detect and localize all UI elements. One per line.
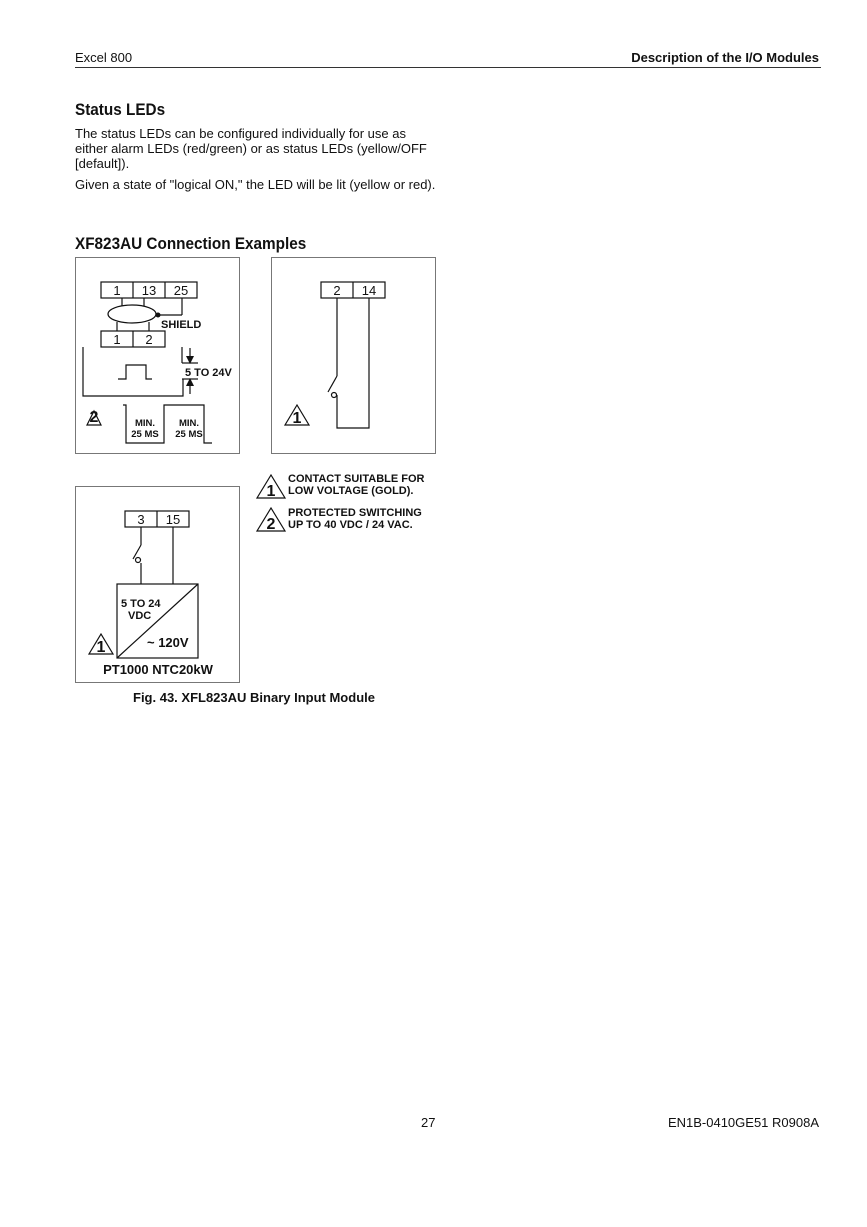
- diagram-pulse-svg: [76, 258, 239, 453]
- status-leds-paragraph-1: The status LEDs can be configured individually for use as either alarm LEDs (red/green) or as status LEDs (yellow/OFF [default]).: [75, 126, 427, 171]
- sensor-type-label: PT1000 NTC20kW: [103, 662, 213, 677]
- status-leds-heading: Status LEDs: [75, 100, 166, 119]
- status-leds-paragraph-2: Given a state of "logical ON," the LED will be lit (yellow or red).: [75, 177, 436, 192]
- legend-badge-2: 2: [266, 516, 276, 533]
- min-label-2: MIN.: [178, 418, 200, 429]
- inner-terminal-2: 2: [145, 332, 153, 347]
- legend-2-line-2: UP TO 40 VDC / 24 VAC.: [288, 519, 413, 531]
- terminal-13: 13: [141, 283, 157, 298]
- legend-svg: [255, 470, 445, 540]
- vdc-label: VDC: [128, 610, 152, 622]
- page-number: 27: [421, 1115, 436, 1130]
- diagram-sensor-input: [75, 486, 240, 683]
- terminal-14: 14: [361, 283, 377, 298]
- document-reference: EN1B-0410GE51 R0908A: [667, 1115, 819, 1130]
- warning-badge-2: 2: [89, 409, 99, 426]
- legend-1-line-2: LOW VOLTAGE (GOLD).: [288, 485, 414, 497]
- warning-badge-1: 1: [292, 410, 302, 427]
- voltage-label: 5 TO 24V: [185, 367, 232, 379]
- diagram-contact-input: [271, 257, 436, 454]
- terminal-25: 25: [173, 283, 189, 298]
- diagram-pulse-input: [75, 257, 240, 454]
- section-title: Description of the I/O Modules: [631, 50, 819, 65]
- legend-1-line-1: CONTACT SUITABLE FOR: [288, 473, 425, 485]
- terminal-2: 2: [333, 283, 341, 298]
- vdc-range-label: 5 TO 24: [121, 598, 161, 610]
- shield-label: SHIELD: [161, 319, 202, 331]
- vac-label: ~ 120V: [147, 635, 189, 650]
- terminal-15: 15: [165, 512, 181, 527]
- min-ms-label-1: 25 MS: [131, 429, 159, 440]
- diagram-sensor-svg: [76, 487, 239, 682]
- legend-2-line-1: PROTECTED SWITCHING: [288, 507, 422, 519]
- min-ms-label-2: 25 MS: [175, 429, 203, 440]
- terminal-3: 3: [137, 512, 145, 527]
- warning-badge-1: 1: [96, 639, 106, 656]
- diagram-contact-svg: [272, 258, 435, 453]
- doc-title: Excel 800: [75, 50, 133, 65]
- terminal-1: 1: [113, 283, 121, 298]
- warning-legend: [255, 470, 445, 540]
- connection-examples-heading: XF823AU Connection Examples: [75, 234, 307, 253]
- figure-caption: Fig. 43. XFL823AU Binary Input Module: [133, 690, 375, 705]
- inner-terminal-1: 1: [113, 332, 121, 347]
- header-rule: [75, 67, 821, 68]
- legend-badge-1: 1: [266, 483, 276, 500]
- min-label-1: MIN.: [134, 418, 156, 429]
